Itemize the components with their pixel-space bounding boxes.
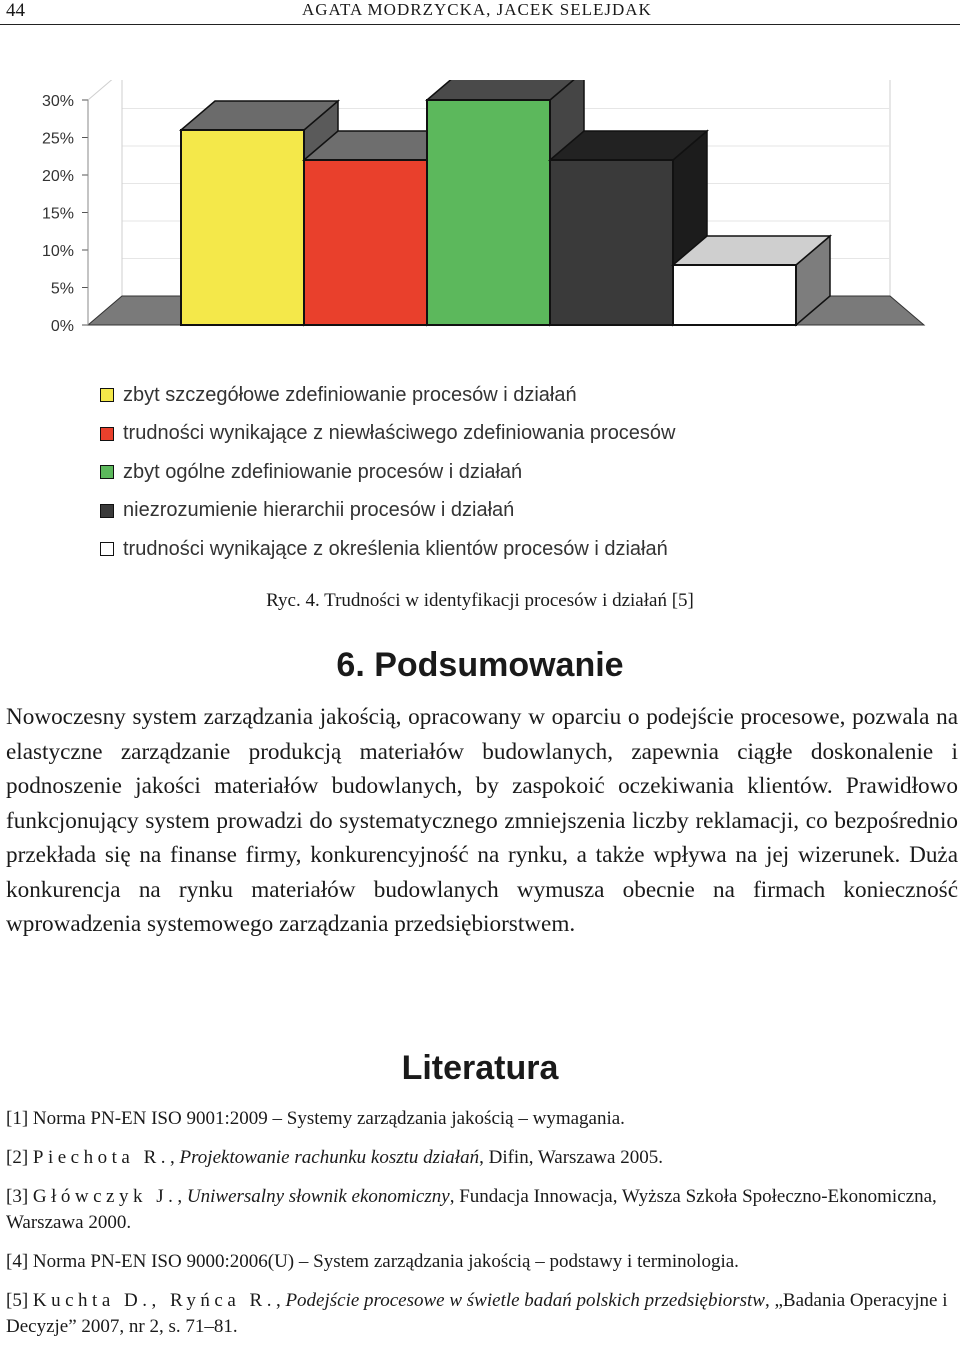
bar: [427, 100, 550, 325]
y-tick-label: 20%: [41, 168, 74, 185]
running-head: AGATA MODRZYCKA, JACEK SELEJDAK: [302, 0, 652, 19]
legend-swatch: [100, 465, 114, 479]
legend-item: [100, 530, 676, 569]
figure-caption: Ryc. 4. Trudności w identyfikacji procesów i działań [5]: [266, 590, 694, 611]
legend-swatch: [100, 427, 114, 441]
bar-chart: [0, 80, 960, 345]
legend-item: [100, 376, 676, 415]
bar: [673, 265, 796, 325]
reference-author: Główczyk J.: [32, 1186, 178, 1207]
legend-label: zbyt ogólne zdefiniowanie procesów i działań: [123, 460, 523, 483]
legend-swatch: [100, 388, 114, 402]
chart-legend: [100, 376, 676, 569]
legend-item: [100, 453, 676, 492]
reference-item: [3] Główczyk J., Uniwersalny słownik ekonomiczny, Fundacja Innowacja, Wyższa Szkoła Społeczno-Ekonomiczna, Warszawa 2000.: [6, 1186, 937, 1233]
y-tick-label: 25%: [41, 130, 74, 148]
legend-item: [100, 415, 676, 454]
reference-list: [6, 1106, 958, 1353]
bar: [550, 160, 673, 325]
y-tick-label: 30%: [41, 93, 74, 110]
reference-author: Piechota R.: [32, 1147, 171, 1168]
legend-swatch: [100, 542, 114, 556]
y-tick-label: 15%: [41, 205, 74, 223]
legend-label: zbyt szczegółowe zdefiniowanie procesów i działań: [123, 383, 577, 406]
page-number: 44: [6, 0, 25, 21]
y-tick-label: 0%: [50, 318, 74, 335]
legend-item: [100, 492, 676, 531]
y-tick-label: 10%: [41, 243, 74, 260]
side-wall: [88, 80, 122, 325]
reference-title: Projektowanie rachunku kosztu działań: [179, 1147, 480, 1168]
reference-title: Podejście procesowe w świetle badań polskich przedsiębiorstw: [285, 1290, 765, 1311]
bar: [304, 160, 427, 325]
reference-item: [2] Piechota R., Projektowanie rachunku kosztu działań, Difin, Warszawa 2005.: [6, 1147, 663, 1168]
reference-item: [4] Norma PN-EN ISO 9000:2006(U) – System zarządzania jakością – podstawy i terminologia.: [6, 1251, 739, 1272]
reference-title: Uniwersalny słownik ekonomiczny: [186, 1186, 450, 1207]
literature-title: Literatura: [401, 1049, 559, 1087]
summary-paragraph: Nowoczesny system zarządzania jakością, opracowany w oparciu o podejście procesowe, pozwala na elastyczne zarządzanie produkcją materiałów budowlanych, zapewnia ciągłe doskonalenie i podnoszenie jakości materiałów budowlanych, by zaspokoić oczekiwania klientów. Prawidłowo funkcjonujący system prowadzi do systematycznego zmniejszenia liczby reklamacji, co bezpośrednio przekłada się na finanse firmy, konkurencyjność na rynku, a także wpływa na jej wizerunek. Duża konkurencja na rynku materiałów budowlanych wymusza obecnie na firmach konieczność wprowadzenia systemowego zarządzania przedsiębiorstwem.: [6, 704, 958, 937]
section-title: 6. Podsumowanie: [336, 646, 624, 684]
page-header: [0, 0, 960, 25]
reference-item: [1] Norma PN-EN ISO 9001:2009 – Systemy zarządzania jakością – wymagania.: [6, 1108, 625, 1129]
legend-label: niezrozumienie hierarchii procesów i działań: [123, 499, 515, 522]
reference-item: [5] Kuchta D., Ryńca R., Podejście procesowe w świetle badań polskich przedsiębiorstw, „Badania Operacyjne i Decyzje” 2007, nr 2, s. 71–81.: [6, 1290, 948, 1337]
bar: [181, 130, 304, 325]
legend-label: trudności wynikające z określenia klientów procesów i działań: [123, 537, 668, 560]
legend-swatch: [100, 504, 114, 518]
reference-author: Kuchta D., Ryńca R.: [32, 1290, 276, 1311]
y-tick-label: 5%: [50, 280, 74, 298]
legend-label: trudności wynikające z niewłaściwego zdefiniowania procesów: [123, 422, 676, 445]
